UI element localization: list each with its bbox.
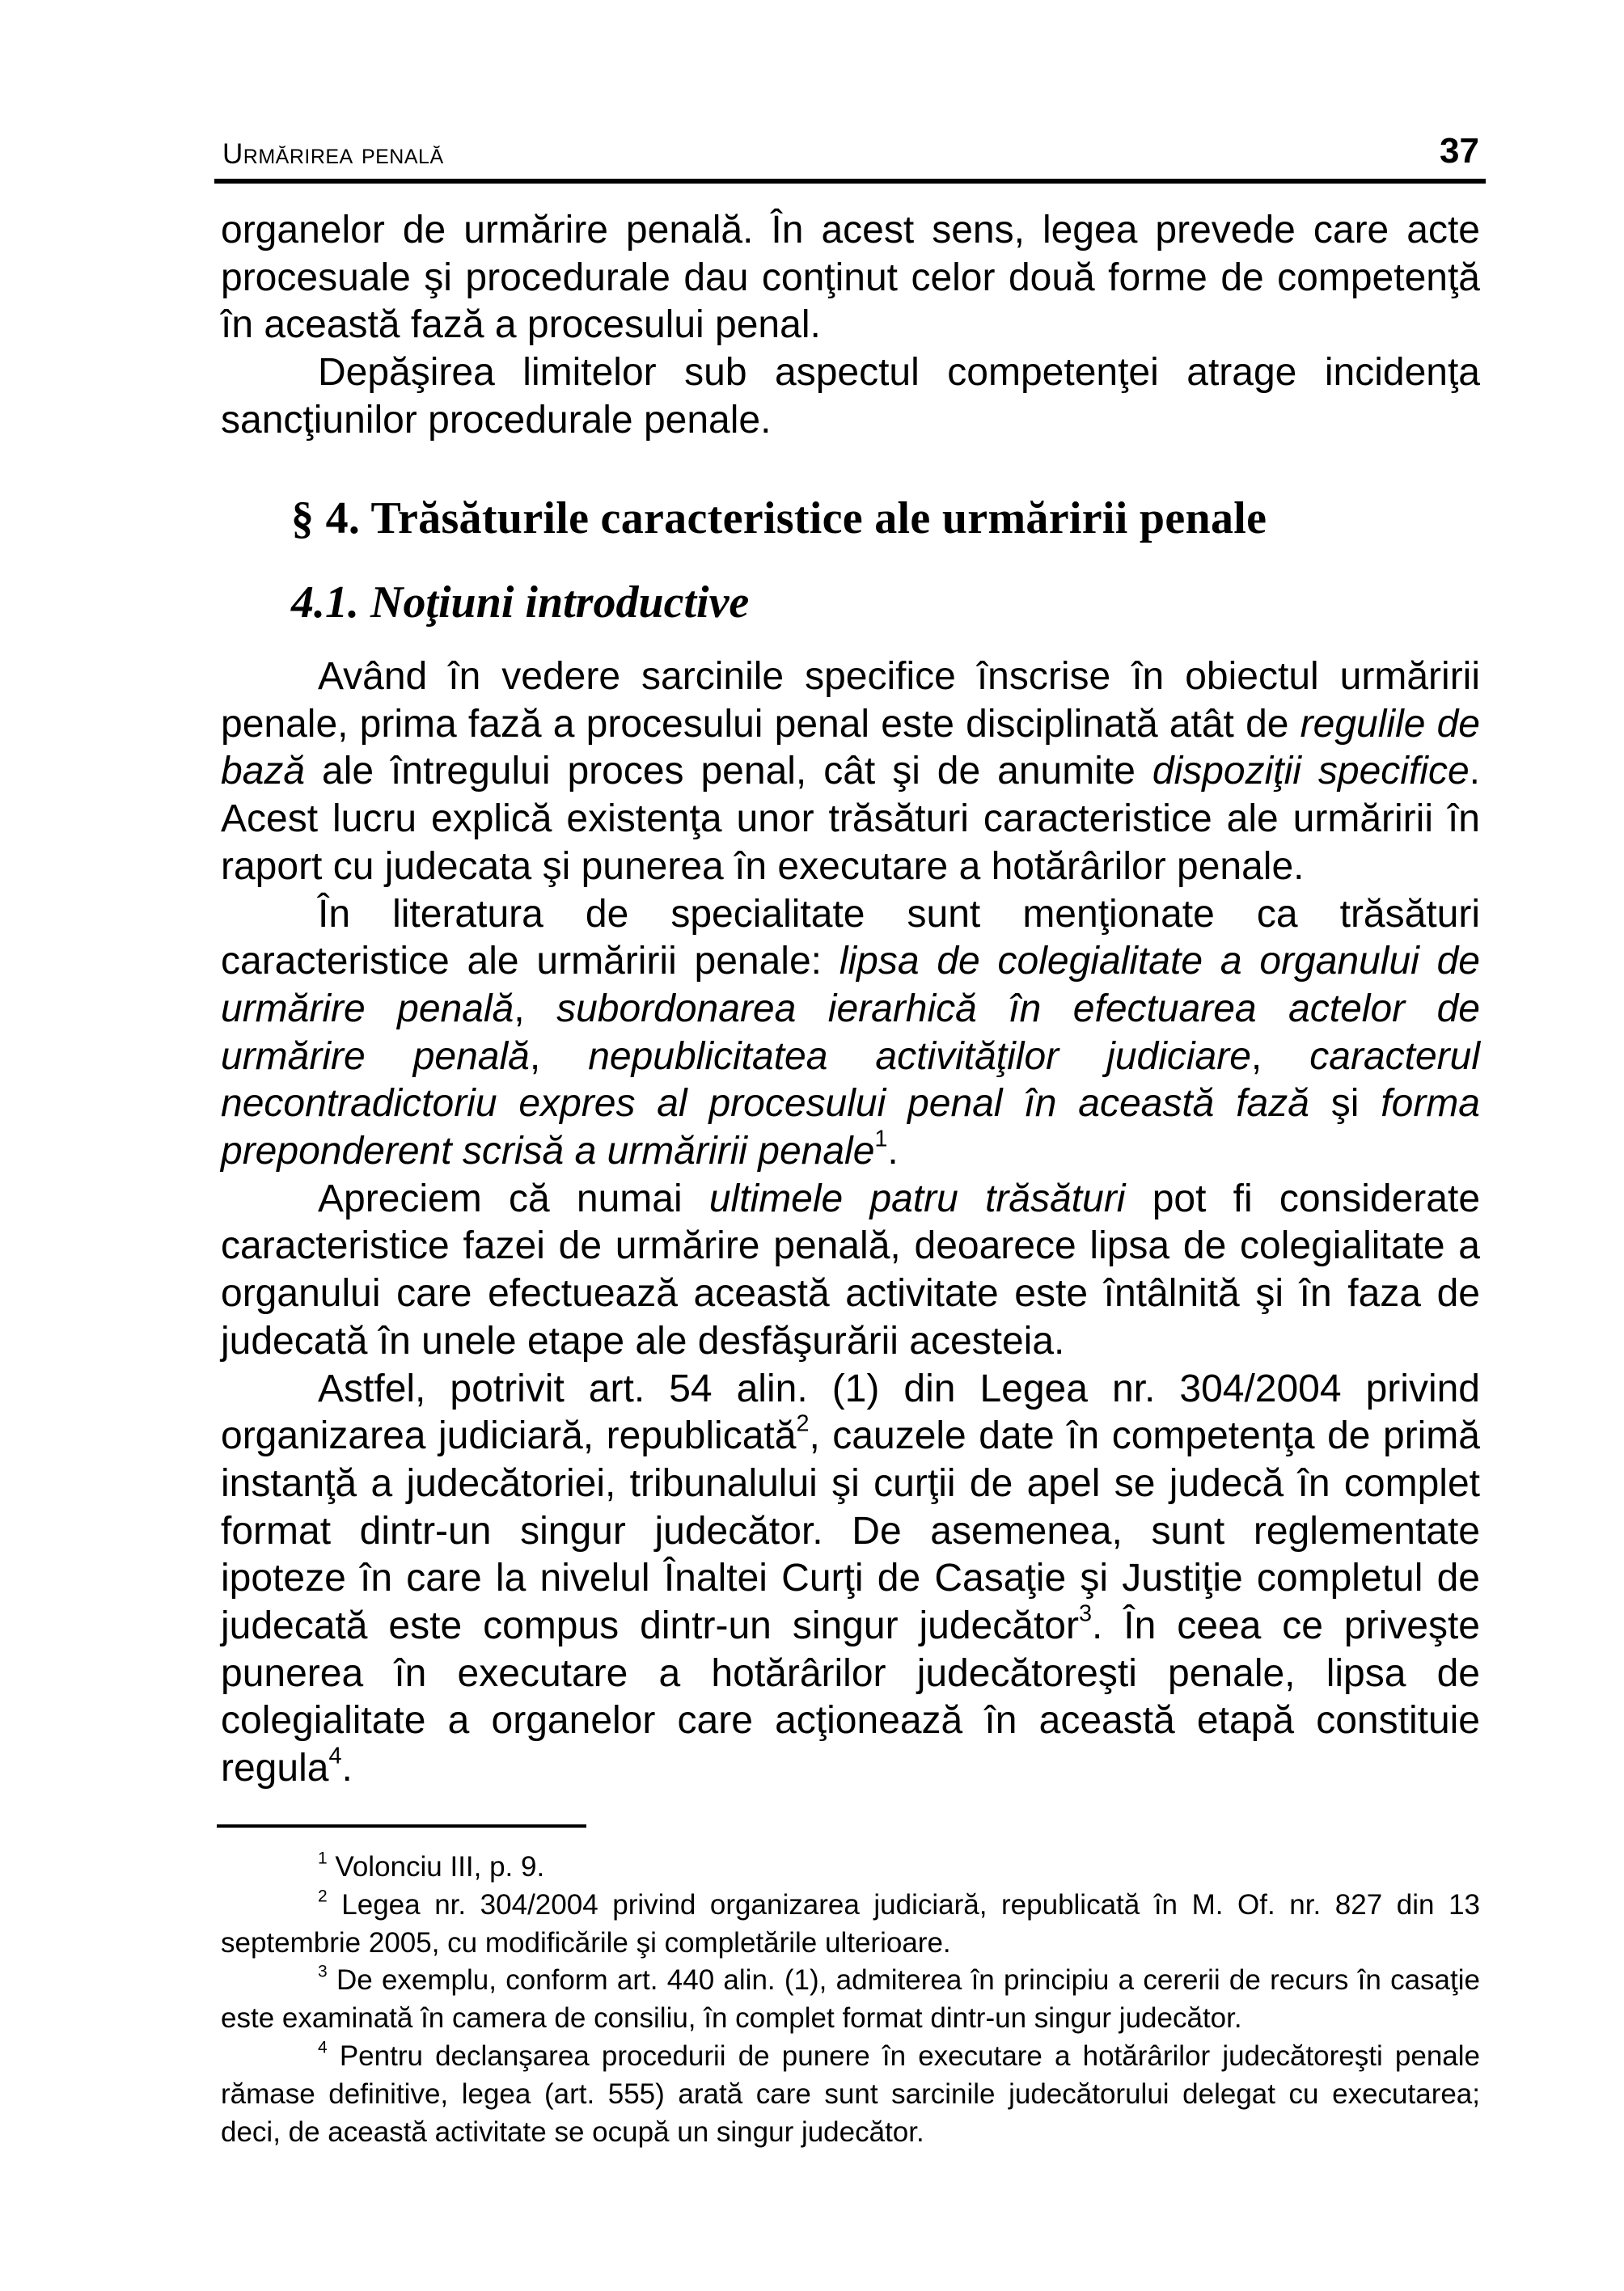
emphasis-text: nepublicitatea activităţilor judiciare [588,1034,1251,1078]
footnote-ref[interactable]: 4 [328,1743,342,1769]
intro-text [221,207,1480,445]
page-number: 37 [1440,131,1479,171]
paragraph: Depăşirea limitelor sub aspectul competenţei atrage incidenţa sancţiunilor procedurale penale. [221,351,1480,442]
text-run: Având în vedere sarcinile specifice înscrise în obiectul urmăririi penale, prima fază a procesului penal este disciplinată atât de [221,655,1480,746]
text-run: , [514,987,557,1030]
paragraph [221,1176,1480,1366]
footnote [221,1887,1480,1963]
footnote-ref[interactable]: 2 [796,1410,810,1437]
footnotes [221,1849,1480,2151]
footnote-separator [217,1824,586,1828]
running-head [214,129,1486,178]
text-run: În literatura de specialitate sunt menţionate ca trăsături caracteristice ale urmăririi penale: [221,892,1480,983]
text-run: pot fi considerate caracteristice fazei de urmărire penală, deoarece lipsa de colegialitate a organului care efectuează această activitate este întâlnită şi în faza de judecată în unele etape ale desfăşurării acesteia. [221,1177,1481,1363]
text-run: , cauzele date în competenţa de primă instanţă a judecătoriei, tribunalului şi curţii de apel se judecă în complet format dintr-un singur judecător. De asemenea, sunt reglementate ipoteze în care la nivelul Înaltei Curţi de Casaţie şi Justiţie completul de judecată este compus dintr-un singur judecător [221,1414,1480,1648]
emphasis-text: ultimele patru trăsături [708,1177,1126,1220]
section-heading: § 4. Trăsăturile caracteristice ale urmăririi penale [291,493,1267,543]
emphasis-text: caracterul necontradictoriu expres al procesului penal în această fază [221,1034,1481,1126]
footnote [221,2038,1480,2151]
subsection-heading: 4.1. Noţiuni introductive [291,577,750,628]
emphasis-text: forma preponderent scrisă a urmăririi penale [221,1082,1480,1173]
header-rule [214,179,1486,184]
footnote-text: Pentru declanşarea procedurii de punere în executare a hotărârilor judecătoreşti penale rămase definitive, legea (art. 555) arată care sunt sarcinile judecătorului delegat cu executarea; deci, de această activitate se ocupă un singur judecător. [221,2039,1480,2148]
paragraph [221,653,1480,891]
emphasis-text: subordonarea ierarhică în efectuarea actelor de urmărire penală [221,987,1481,1078]
footnote-number: 3 [318,1962,328,1981]
footnote-number: 4 [318,2038,328,2057]
text-run: . [341,1747,353,1790]
text-run: şi [1309,1082,1381,1126]
text-run: , [1250,1034,1310,1078]
text-run: , [529,1034,589,1078]
footnote-text: De exemplu, conform art. 440 alin. (1), admiterea în principiu a cererii de recurs în casaţie este examinată în camera de consiliu, în complet format dintr-un singur judecător. [221,1964,1480,2035]
paragraph: organelor de urmărire penală. În acest sens, legea prevede care acte procesuale şi procedurale dau conţinut celor două forme de competenţă în această fază a procesului penal. [221,209,1480,347]
main-text [221,653,1480,1793]
emphasis-text: regulile de bază [221,702,1481,793]
footnote-text: Volonciu III, p. 9. [335,1851,545,1883]
footnote [221,1962,1480,2038]
footnote-ref[interactable]: 1 [874,1126,888,1152]
emphasis-text: lipsa de colegialitate a organului de urmărire penală [221,940,1480,1030]
footnote [221,1849,1480,1887]
paragraph [221,891,1480,1176]
paragraph [221,1366,1480,1793]
footnote-ref[interactable]: 3 [1078,1600,1092,1627]
text-run: Apreciem că numai [318,1177,709,1220]
text-run: . Acest lucru explică existenţa unor trăsături caracteristice ale urmăririi în raport cu judecata şi punerea în executare a hotărârilor penale. [221,750,1480,888]
running-head-title: Urmărirea penală [222,138,444,170]
text-run: . În ceea ce priveşte punerea în executare a hotărârilor judecătoreşti penale, lipsa de colegialitate a organelor care acţionează în această etapă constituie regula [221,1604,1480,1790]
text-run: Astfel, potrivit art. 54 alin. (1) din Legea nr. 304/2004 privind organizarea judiciară, republicată [221,1367,1480,1458]
emphasis-text: dispoziţii specifice [1152,750,1470,793]
footnote-number: 2 [318,1887,328,1906]
footnote-text: Legea nr. 304/2004 privind organizarea judiciară, republicată în M. Of. nr. 827 din 13 septembrie 2005, cu modificările şi completările ulterioare. [221,1888,1481,1959]
text-run: ale întregului proces penal, cât şi de anumite [305,750,1152,793]
text-run: . [887,1130,899,1173]
footnote-number: 1 [318,1849,328,1868]
